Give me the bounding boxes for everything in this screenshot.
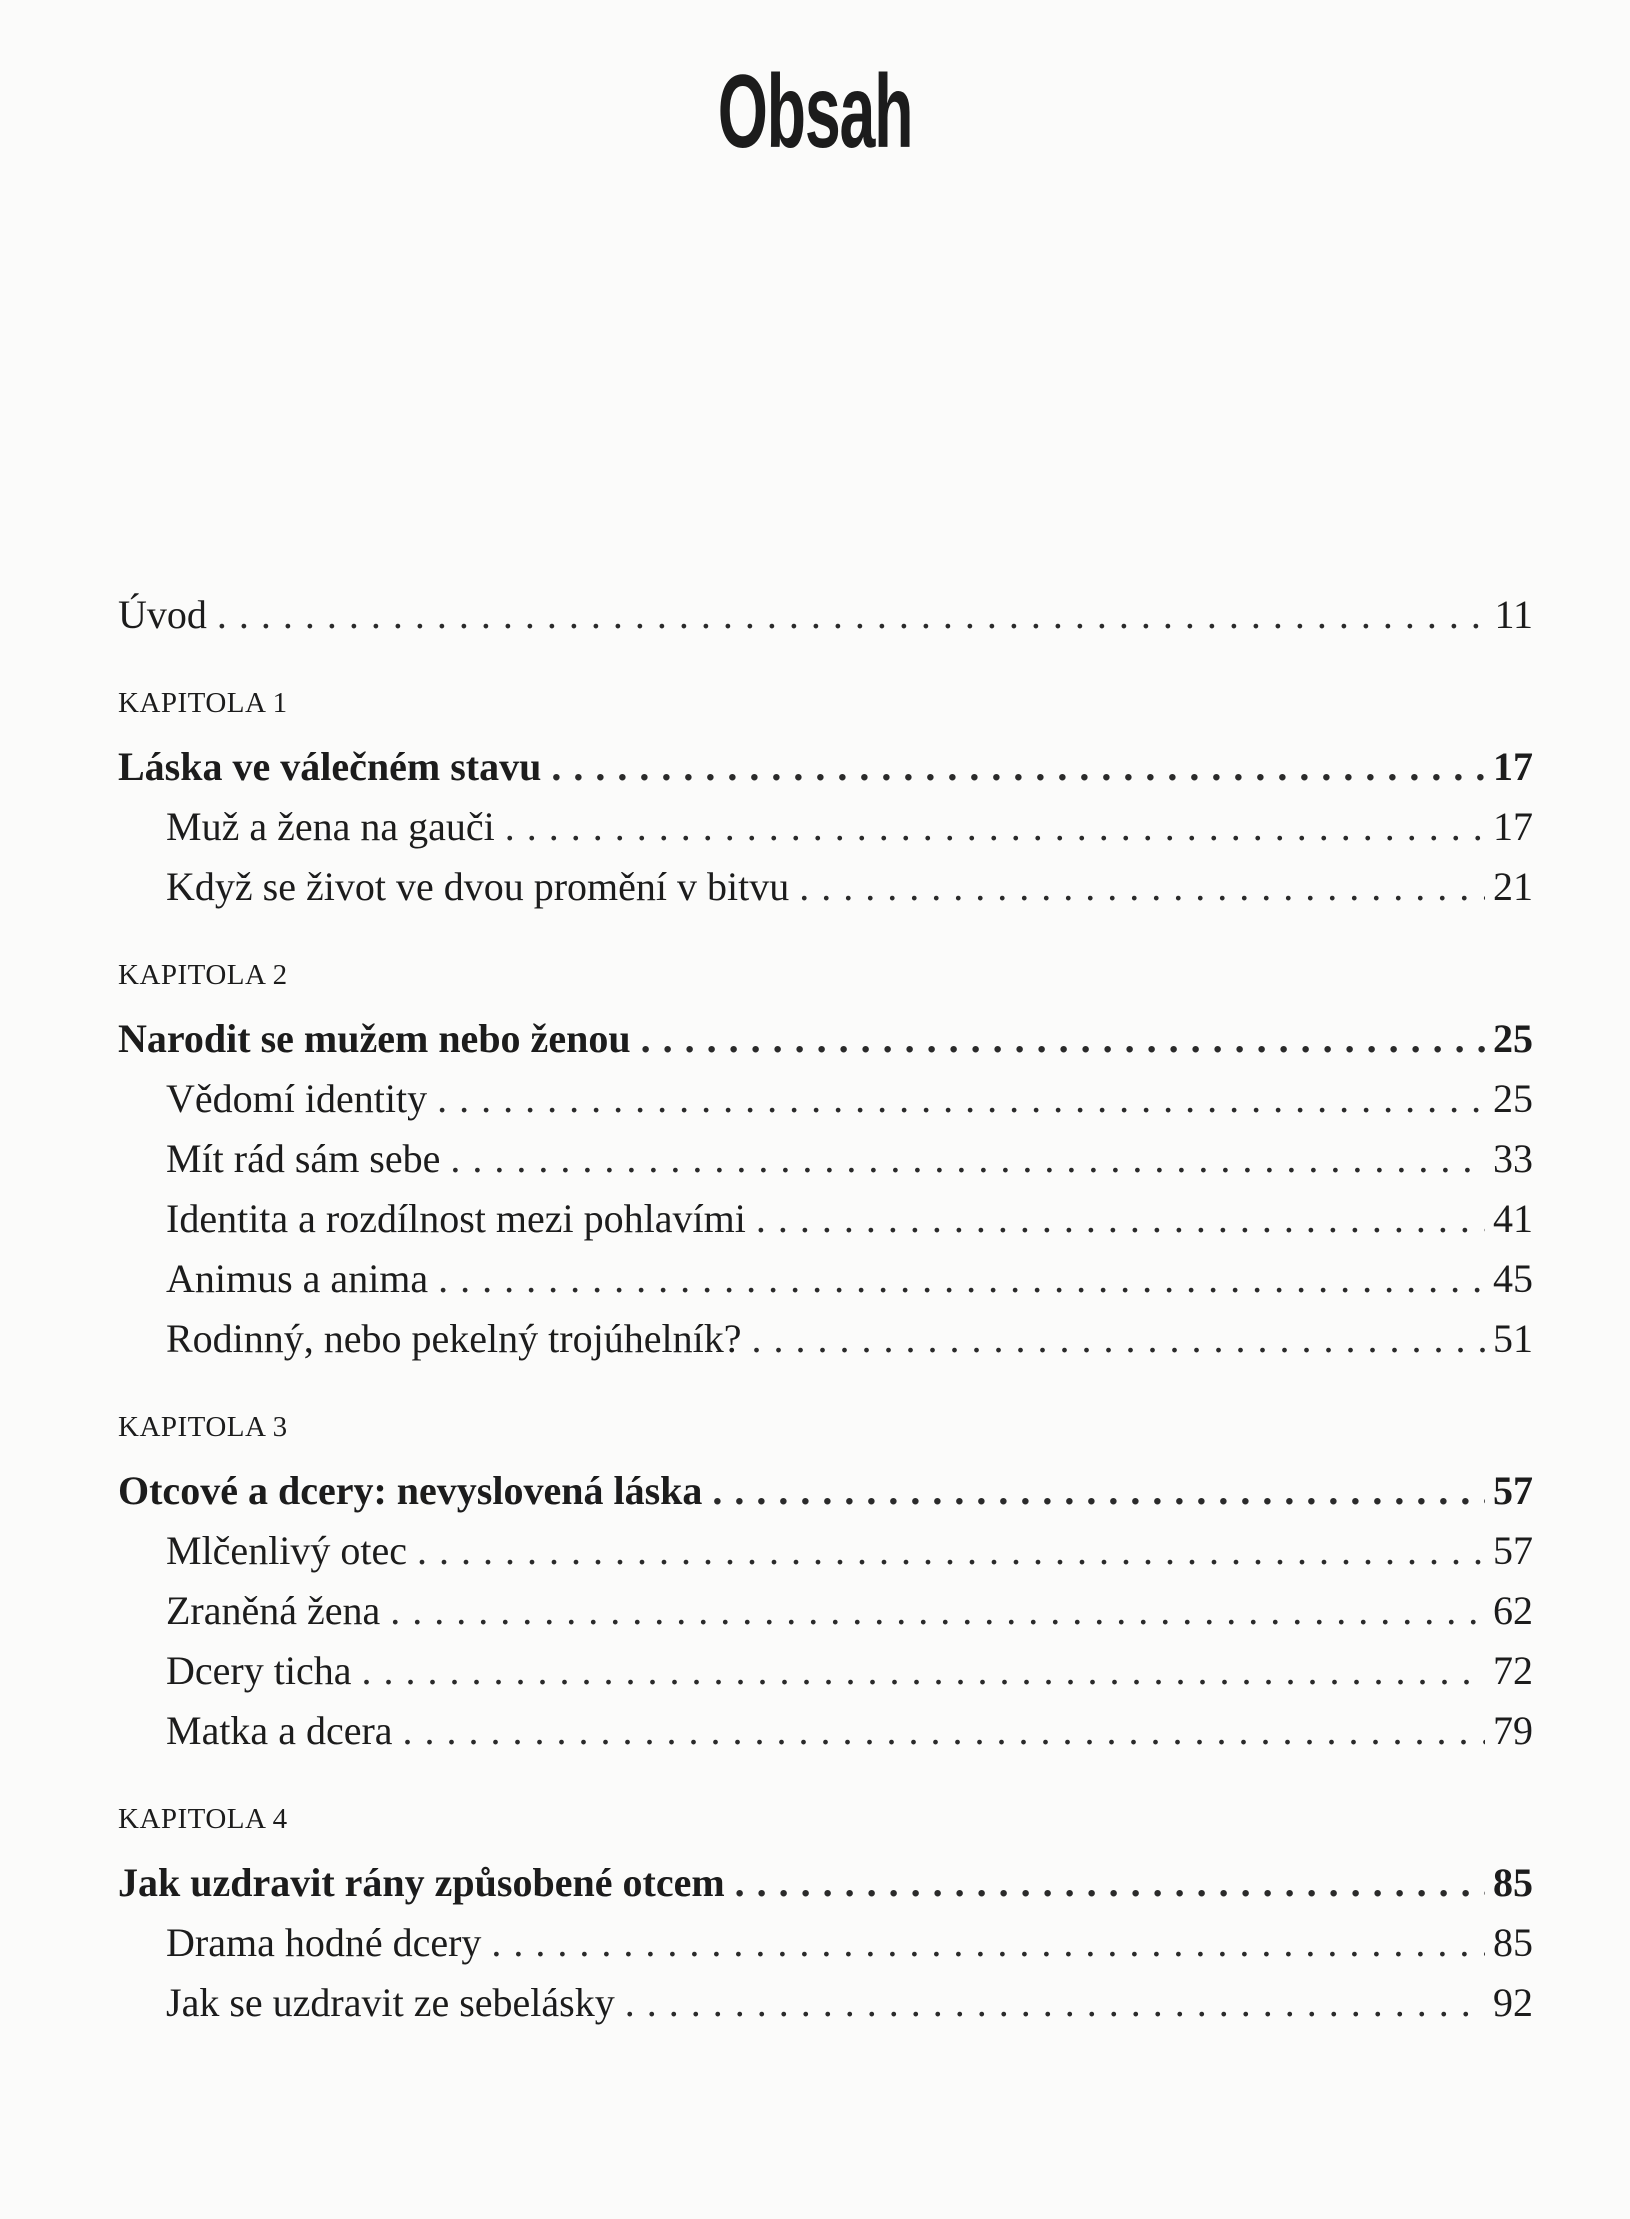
dot-leader [505,797,1485,857]
toc-section [118,1581,1533,1641]
toc-section [118,1069,1533,1129]
toc-entry-label: Úvod [118,592,207,637]
dot-leader [712,1461,1485,1521]
chapter-number: KAPITOLA 4 [118,1803,288,1835]
dot-leader [491,1913,1485,1973]
dot-leader [417,1521,1485,1581]
table-of-contents [118,585,1533,2033]
toc-section [118,1129,1533,1189]
chapter-number: KAPITOLA 1 [118,687,288,719]
toc-section-page: 92 [1493,1980,1533,2025]
toc-section [118,1521,1533,1581]
toc-section-page: 51 [1493,1316,1533,1361]
chapter-heading [118,737,1533,797]
dot-leader [735,1853,1485,1913]
dot-leader [390,1581,1485,1641]
dot-leader [799,857,1485,917]
toc-section-page: 72 [1493,1648,1533,1693]
toc-section [118,1913,1533,1973]
toc-section [118,1309,1533,1369]
toc-section [118,1701,1533,1761]
toc-section-label: Animus a anima [166,1256,429,1301]
dot-leader [641,1009,1485,1069]
toc-section-page: 85 [1493,1920,1533,1965]
dot-leader [625,1973,1485,2033]
dot-leader [551,737,1485,797]
toc-section-page: 62 [1493,1588,1533,1633]
dot-leader [756,1189,1485,1249]
toc-section-label: Dcery ticha [166,1648,352,1693]
chapter-heading [118,1461,1533,1521]
chapter-number: KAPITOLA 2 [118,959,288,991]
dot-leader [751,1309,1485,1369]
dot-leader [450,1129,1485,1189]
toc-section-page: 21 [1493,864,1533,909]
toc-section [118,1973,1533,2033]
dot-leader [403,1701,1485,1761]
toc-section-page: 57 [1493,1528,1533,1573]
toc-section-label: Vědomí identity [166,1076,428,1121]
toc-section [118,1189,1533,1249]
dot-leader [438,1249,1485,1309]
toc-section-label: Rodinný, nebo pekelný trojúhelník? [166,1316,742,1361]
page-title: Obsah [717,54,913,170]
toc-section [118,1249,1533,1309]
toc-section-label: Když se život ve dvou promění v bitvu [166,864,790,909]
dot-leader [437,1069,1485,1129]
chapter-heading-label: Narodit se mužem nebo ženou [118,1016,631,1061]
chapter-heading-label: Otcové a dcery: nevyslovená láska [118,1468,703,1513]
toc-section-page: 79 [1493,1708,1533,1753]
toc-section-label: Mít rád sám sebe [166,1136,441,1181]
toc-section [118,797,1533,857]
toc-section-page: 33 [1493,1136,1533,1181]
toc-section-label: Drama hodné dcery [166,1920,482,1965]
toc-section-label: Muž a žena na gauči [166,804,495,849]
toc-entry-intro [118,585,1533,645]
toc-section-label: Jak se uzdravit ze sebelásky [166,1980,615,2025]
chapter-number: KAPITOLA 3 [118,1411,288,1443]
chapter-heading-label: Jak uzdravit rány způsobené otcem [118,1860,725,1905]
toc-section [118,857,1533,917]
toc-section-page: 25 [1493,1076,1533,1121]
toc-section-label: Zraněná žena [166,1588,381,1633]
toc-section-page: 45 [1493,1256,1533,1301]
toc-section-page: 17 [1493,804,1533,849]
toc-section [118,1641,1533,1701]
chapter-heading [118,1853,1533,1913]
toc-section-label: Mlčenlivý otec [166,1528,408,1573]
toc-entry-page: 11 [1494,592,1533,637]
dot-leader [217,585,1487,645]
toc-section-page: 41 [1493,1196,1533,1241]
toc-section-label: Matka a dcera [166,1708,393,1753]
chapter-heading-page: 85 [1493,1860,1533,1905]
chapter-heading [118,1009,1533,1069]
chapter-heading-page: 17 [1493,744,1533,789]
chapter-heading-label: Láska ve válečném stavu [118,744,542,789]
chapter-heading-page: 25 [1493,1016,1533,1061]
toc-section-label: Identita a rozdílnost mezi pohlavími [166,1196,746,1241]
chapter-heading-page: 57 [1493,1468,1533,1513]
dot-leader [361,1641,1485,1701]
